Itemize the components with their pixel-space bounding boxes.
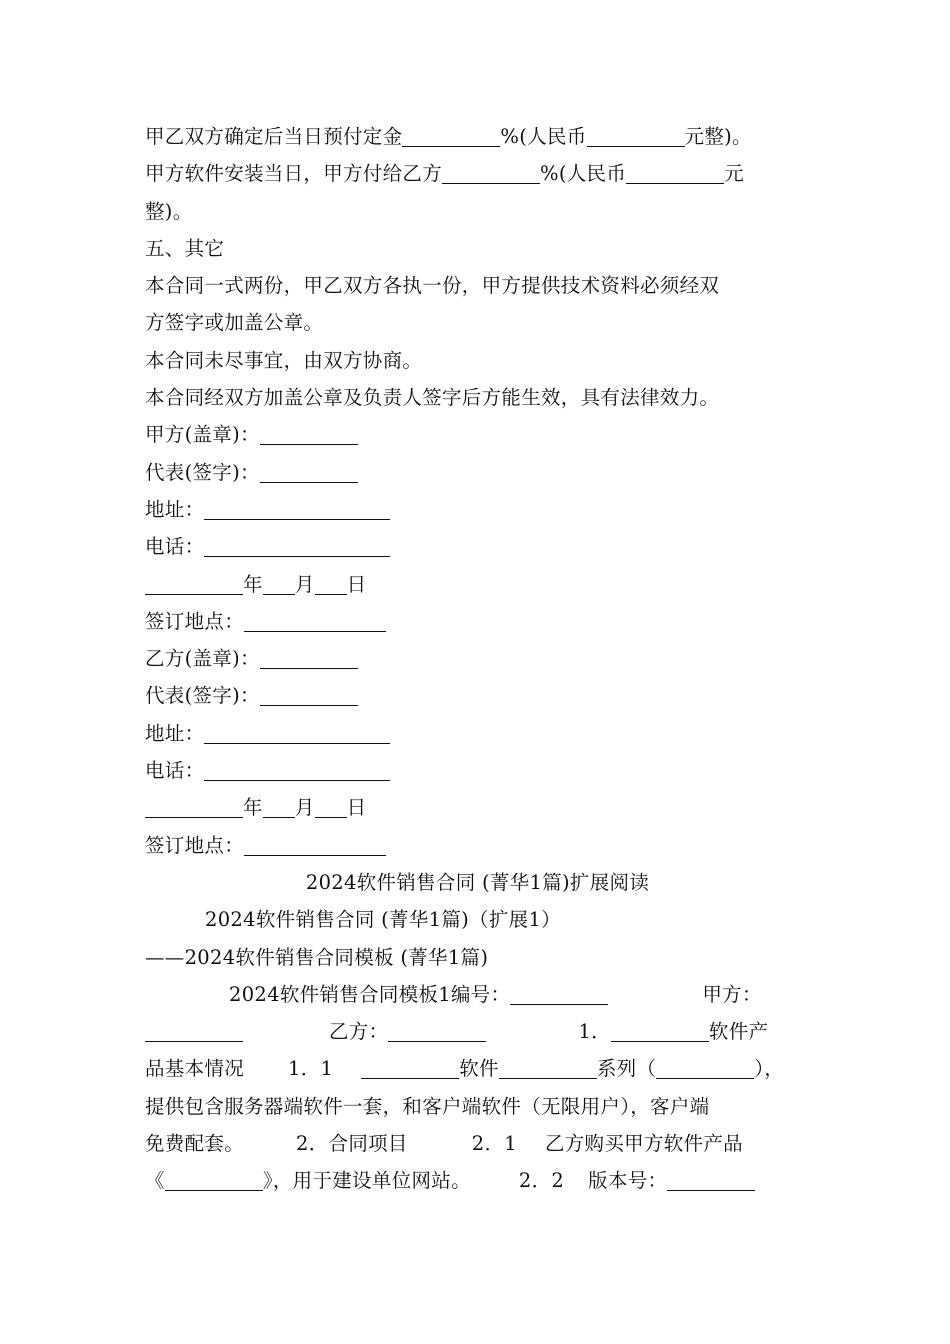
- party-b-rep-line: [145, 677, 810, 714]
- section-heading-other: 五、其它: [145, 236, 225, 260]
- extended-subtitle: 2024软件销售合同 (菁华1篇)（扩展1）: [205, 908, 561, 932]
- text: 元整)。: [684, 125, 752, 148]
- party-b-address-line: [145, 715, 810, 752]
- template-line-5: [145, 1125, 810, 1162]
- fill-blank: [260, 646, 358, 669]
- party-a-date-line: [145, 566, 810, 603]
- extended-dash-title: ——2024软件销售合同模板 (菁华1篇): [145, 945, 489, 969]
- text: 软件: [459, 1057, 499, 1081]
- fill-blank: [204, 721, 390, 744]
- fill-blank: [260, 460, 358, 483]
- text: 乙方：: [329, 1020, 389, 1044]
- text: 甲方软件安装当日，甲方付给乙方: [145, 162, 443, 186]
- fill-blank: [388, 1019, 486, 1042]
- extended-title: 2024软件销售合同 (菁华1篇)扩展阅读: [305, 870, 650, 894]
- text: 》，用于建设单位网站。: [262, 1169, 471, 1193]
- fill-blank: [611, 1019, 709, 1042]
- fill-blank: [263, 795, 295, 818]
- paragraph-effective: 本合同经双方加盖公章及负责人签字后方能生效，具有法律效力。: [145, 386, 720, 410]
- label: 地址：: [145, 721, 205, 745]
- template-line-4: 提供包含服务器端软件一套，和客户端软件（无限用户），客户端: [145, 1094, 710, 1118]
- text: 甲方：: [702, 982, 762, 1006]
- payment-deposit-line: [145, 118, 810, 155]
- template-line-3: [145, 1050, 810, 1087]
- fill-blank: [244, 833, 386, 856]
- fill-blank: [145, 572, 243, 595]
- party-a-address-line: [145, 491, 810, 528]
- text: 2．合同项目: [296, 1132, 408, 1156]
- fill-blank: [145, 795, 243, 818]
- label: 代表(签字)：: [145, 460, 260, 484]
- text: 1．1: [288, 1057, 334, 1081]
- fill-blank: [145, 1019, 243, 1042]
- text: 2024软件销售合同模板1编号：: [229, 982, 511, 1006]
- party-b-date-line: [145, 789, 810, 826]
- template-line-6: [145, 1162, 810, 1199]
- label: 日: [346, 572, 367, 596]
- party-b-place-line: [145, 827, 810, 864]
- fill-blank: [165, 1168, 263, 1191]
- text: 元: [724, 162, 744, 186]
- paragraph-copies: 本合同一式两份，甲乙双方各执一份，甲方提供技术资料必须经双: [145, 274, 720, 298]
- fill-blank: [315, 795, 347, 818]
- fill-blank: [656, 1056, 754, 1079]
- fill-blank: [402, 124, 500, 147]
- party-a-place-line: [145, 603, 810, 640]
- label: 年: [243, 572, 263, 596]
- label: 地址：: [145, 497, 205, 521]
- label: 月: [294, 796, 315, 820]
- fill-blank: [204, 534, 390, 557]
- label: 日: [346, 796, 367, 820]
- fill-blank: [315, 572, 347, 595]
- label: 乙方(盖章)：: [145, 647, 260, 671]
- payment-install-line: [145, 155, 810, 192]
- text: 甲乙双方确定后当日预付定金: [145, 125, 403, 148]
- text: 免费配套。: [145, 1132, 245, 1156]
- text: %(人民币: [500, 125, 587, 148]
- text: 系列（: [596, 1057, 657, 1081]
- fill-blank: [510, 982, 608, 1005]
- label: 月: [294, 572, 315, 596]
- fill-blank: [626, 161, 724, 184]
- fill-blank: [361, 1056, 459, 1079]
- party-b-seal-line: [145, 640, 810, 677]
- party-a-phone-line: [145, 528, 810, 565]
- fill-blank: [499, 1056, 597, 1079]
- text: 软件产: [708, 1020, 769, 1044]
- text: 1．: [578, 1020, 611, 1044]
- label: 年: [243, 796, 263, 820]
- fill-blank: [667, 1168, 755, 1191]
- label: 电话：: [145, 535, 205, 559]
- fill-blank: [260, 683, 358, 706]
- label: 甲方(盖章)：: [145, 423, 260, 447]
- contract-body: [145, 118, 810, 1200]
- text: 2．1: [471, 1132, 517, 1156]
- fill-blank: [204, 758, 390, 781]
- paragraph-negotiation: 本合同未尽事宜，由双方协商。: [145, 348, 423, 372]
- fill-blank: [263, 572, 295, 595]
- template-line-1: [145, 976, 810, 1013]
- fill-blank: [587, 124, 685, 147]
- label: 签订地点：: [145, 833, 245, 857]
- label: 电话：: [145, 759, 205, 783]
- fill-blank: [442, 161, 540, 184]
- fill-blank: [244, 609, 386, 632]
- text: 乙方购买甲方软件产品: [544, 1132, 743, 1156]
- text: 2．2: [518, 1169, 565, 1193]
- label: 签订地点：: [145, 609, 245, 633]
- text: 《: [145, 1169, 165, 1193]
- text: 版本号：: [588, 1169, 668, 1193]
- label: 代表(签字)：: [145, 684, 260, 708]
- party-a-seal-line: [145, 416, 810, 453]
- payment-install-line-cont: 整)。: [145, 199, 193, 223]
- fill-blank: [204, 497, 390, 520]
- paragraph-copies-cont: 方签字或加盖公章。: [145, 311, 324, 335]
- text: 品基本情况: [145, 1057, 245, 1081]
- text: %(人民币: [540, 162, 627, 186]
- party-a-rep-line: [145, 454, 810, 491]
- party-b-phone-line: [145, 752, 810, 789]
- template-line-2: [145, 1013, 810, 1050]
- fill-blank: [260, 422, 358, 445]
- text: ），: [754, 1057, 785, 1081]
